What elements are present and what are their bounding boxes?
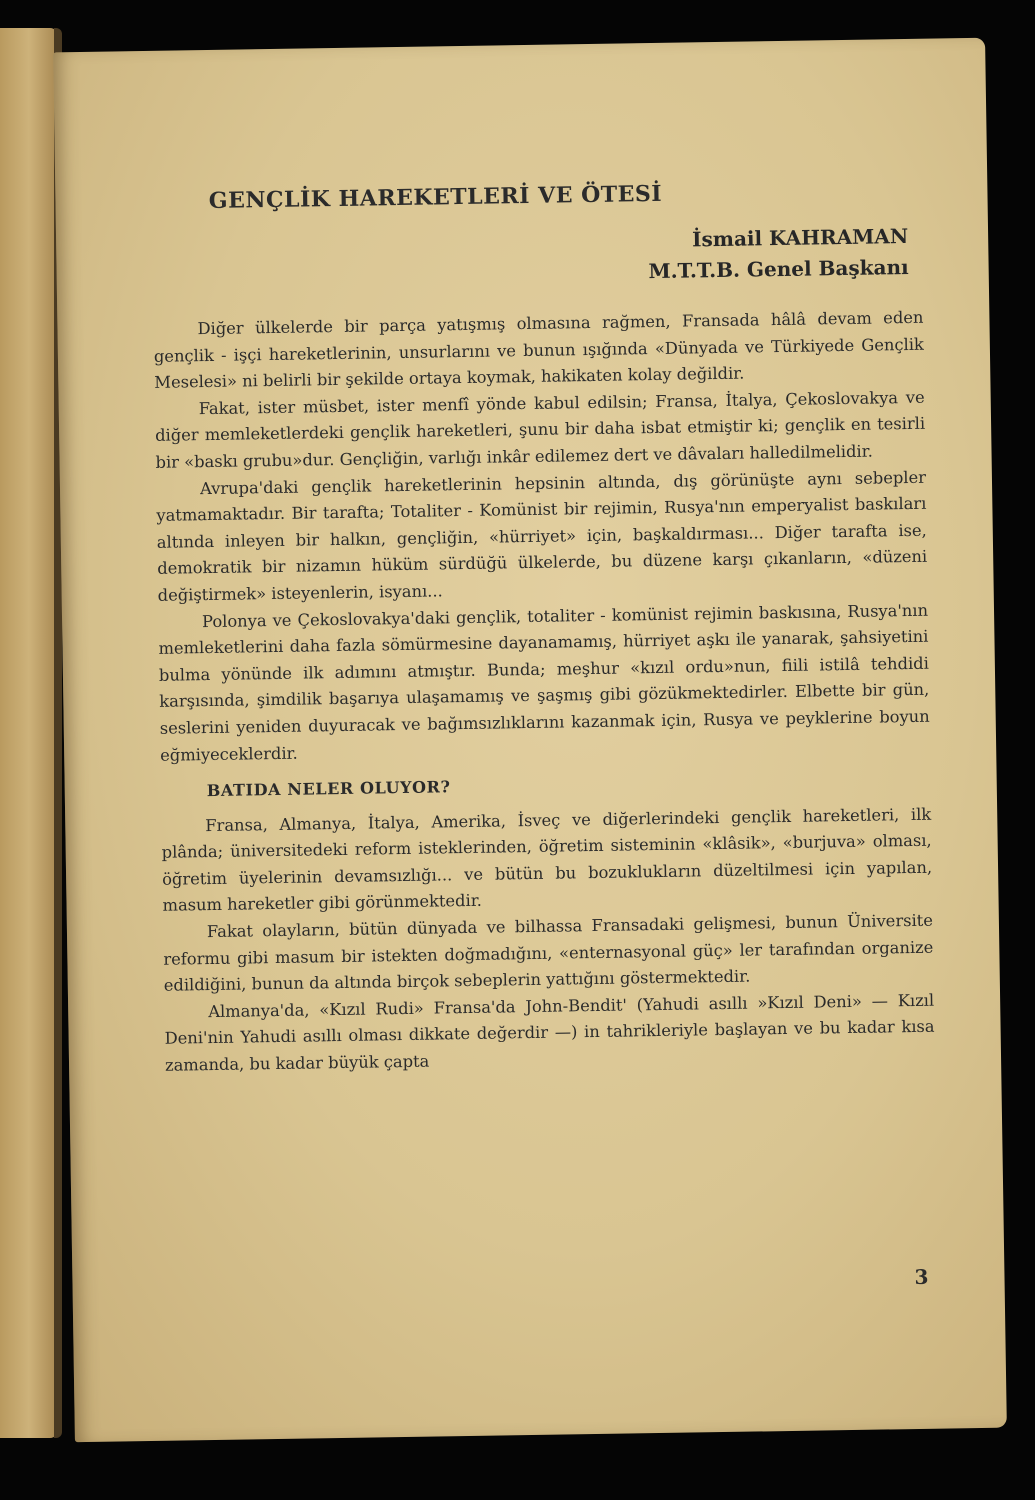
left-page-edge: [0, 28, 58, 1438]
page-number: 3: [914, 1264, 929, 1290]
book-page: [53, 38, 1007, 1442]
paragraph: Polonya ve Çekoslovakya'daki gençlik, totaliter - komünist rejimin baskısına, Rusya'nın memleketlerini daha fazla sömürmesine dayanamamış, hürriyet aşkı ile yanarak, şahsiyetini bulma yönünde ilk adımını atmıştır. Bunda; meşhur «kızıl ordu»nun, fiili istilâ tehdidi karşısında, şimdilik başarıya ulaşamamış ve şaşmış gibi gözükmektedirler. Elbette bir gün, seslerini yeniden duyuracak ve bağımsızlıklarını kazanmak için, Rusya ve peyklerine boyun eğmiyeceklerdir.: [158, 600, 930, 765]
paragraph: Almanya'da, «Kızıl Rudi» Fransa'da John-Bendit' (Yahudi asıllı »Kızıl Deni» — Kızıl Deni'nin Yahudi asıllı olması dikkate değerdir —) in tahrikleriyle başlayan ve bu kadar kısa zamanda, bu kadar büyük çapta: [164, 990, 935, 1075]
paragraph: Fakat, ister müsbet, ister menfî yönde kabul edilsin; Fransa, İtalya, Çekoslovakya ve diğer memleketlerdeki gençlik hareketleri, şunu bir daha isbat etmiştir ki; gençlik en tesirli bir «baskı grubu»dur. Gençliğin, varlığı inkâr edilemez dert ve dâvaları halledilmelidir.: [155, 387, 926, 472]
author-role: M.T.T.B. Genel Başkanı: [648, 254, 909, 284]
author-name: İsmail KAHRAMAN: [691, 223, 909, 252]
author-block: [648, 221, 909, 287]
article-title: GENÇLİK HAREKETLERİ VE ÖTESİ: [208, 180, 663, 214]
section-heading: BATIDA NELER OLUYOR?: [206, 777, 451, 801]
paragraph: Diğer ülkelerde bir parça yatışmış olmasına rağmen, Fransada hâlâ devam eden gençlik - işçi hareketlerinin, unsurlarını ve bunun ışığında «Dünyada ve Türkiyede Gençlik Meselesi» ni belirli bir şekilde ortaya koymak, hakikaten kolay değildir.: [153, 307, 924, 393]
paragraph: Fransa, Almanya, İtalya, Amerika, İsveç ve diğerlerindeki gençlik hareketleri, ilk plânda; üniversitedeki reform isteklerinden, öğretim sisteminin «klâsik», «burjuva» olması, öğretim üyelerinin devamsızlığı... ve bütün bu bozuklukların düzeltilmesi için yapılan, masum hareketler gibi görünmektedir.: [161, 804, 933, 916]
article-body: [153, 305, 935, 1080]
paragraph: Fakat olayların, bütün dünyada ve bilhassa Fransadaki gelişmesi, bunun Üniversite reformu gibi masum bir istekten doğmadığını, «enternasyonal güç» ler tarafından organize edildiğini, bunun da altında birçok sebeplerin yattığını göstermektedir.: [163, 910, 934, 996]
paragraph: Avrupa'daki gençlik hareketlerinin hepsinin altında, dış görünüşte aynı sebepler yatmamaktadır. Bir tarafta; Totaliter - Komünist bir rejimin, Rusya'nın emperyalist baskıları altında inleyen bir halkın, gençliğin, «hürriyet» için, başkaldırması... Diğer tarafta ise, demokratik bir nizamın hüküm sürdüğü ülkelerde, bu düzene karşı çıkanların, «düzeni değiştirmek» isteyenlerin, isyanı...: [156, 467, 928, 605]
